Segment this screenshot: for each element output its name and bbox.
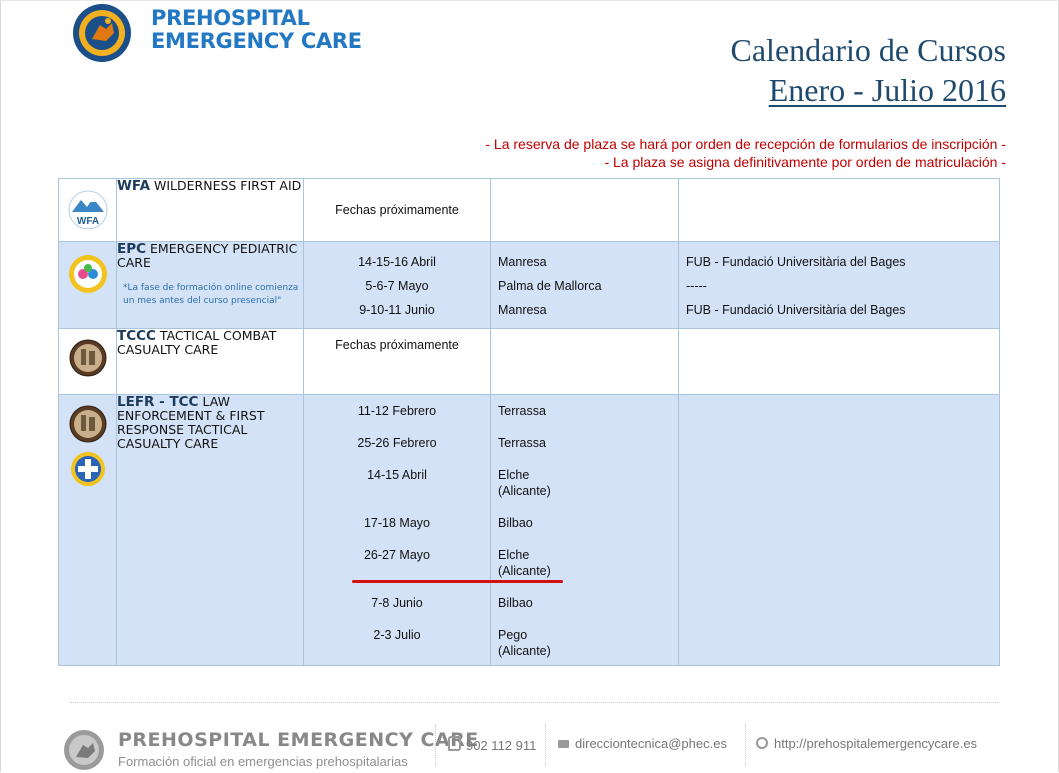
- table-row-tccc: [59, 329, 1000, 395]
- lefr-places: [491, 395, 679, 666]
- globe-icon: [756, 737, 768, 749]
- phone-icon: [448, 736, 461, 751]
- epc-name: EMERGENCY PEDIATRIC CARE: [117, 241, 298, 270]
- lefr-logo-cell: [59, 395, 117, 666]
- lefr-date-7: 2-3 Julio: [373, 628, 421, 642]
- table-row-lefr: [59, 395, 1000, 666]
- assignment-note: - La plaza se asigna definitivamente por orden de matriculación -: [604, 154, 1006, 170]
- lefr-place-5b: (Alicante): [498, 564, 551, 578]
- epc-logo-cell: [59, 242, 117, 329]
- footer-brand: PREHOSPITAL EMERGENCY CARE: [118, 729, 479, 751]
- tccc-places: [491, 329, 679, 395]
- brand-name: [151, 7, 362, 53]
- epc-place-3: Manresa: [498, 303, 547, 317]
- tccc-date: Fechas próximamente: [335, 338, 459, 352]
- red-underline-annotation: [352, 580, 563, 583]
- brand-line-1: PREHOSPITAL: [151, 6, 310, 30]
- footer-divider: [70, 702, 1000, 703]
- reservation-note: - La reserva de plaza se hará por orden de recepción de formularios de inscripción -: [485, 136, 1006, 152]
- page-title: Calendario de Cursos: [730, 32, 1006, 68]
- footer-email[interactable]: [558, 736, 727, 751]
- epc-place-1: Manresa: [498, 255, 547, 269]
- wfa-code: WFA: [117, 178, 151, 194]
- lefr-place-1: Terrassa: [498, 404, 546, 418]
- epc-place-2: Palma de Mallorca: [498, 279, 602, 293]
- lefr-date-5: 26-27 Mayo: [363, 548, 430, 562]
- tccc-logo-cell: [59, 329, 117, 395]
- tccc-logo-icon: [69, 339, 107, 377]
- lefr-place-7b: (Alicante): [498, 644, 551, 658]
- lefr-date-1: 11-12 Febrero: [357, 404, 437, 418]
- epc-org-1: FUB - Fundació Universitària del Bages: [686, 255, 906, 269]
- footer-phone-text: 902 112 911: [466, 738, 537, 753]
- lefr-dates: [304, 395, 491, 666]
- lefr-place-7: Pego: [498, 628, 528, 642]
- table-row-wfa: [59, 179, 1000, 242]
- tccc-code: TCCC: [117, 328, 156, 344]
- epc-date-2: 5-6-7 Mayo: [365, 279, 429, 293]
- lefr-place-2: Terrassa: [498, 436, 546, 450]
- footer-phone: [448, 736, 536, 753]
- footer-subtitle: Formación oficial en emergencias prehospitalarias: [118, 754, 408, 769]
- wfa-course-name: [117, 179, 304, 242]
- footer-email-text[interactable]: direcciontecnica@phec.es: [575, 736, 727, 751]
- page-subtitle: Enero - Julio 2016: [768, 72, 1006, 108]
- footer-web[interactable]: [756, 736, 977, 751]
- phec-logo: [70, 3, 134, 63]
- epc-org-3: FUB - Fundació Universitària del Bages: [686, 303, 906, 317]
- wfa-name: WILDERNESS FIRST AID: [154, 178, 302, 193]
- brand-line-2: EMERGENCY CARE: [151, 29, 362, 53]
- wfa-logo-cell: [59, 179, 117, 242]
- lefr-date-2: 25-26 Febrero: [357, 436, 437, 450]
- wfa-places: [491, 179, 679, 242]
- tccc-name: TACTICAL COMBAT CASUALTY CARE: [117, 328, 277, 357]
- lefr-place-6: Bilbao: [498, 596, 533, 610]
- lefr-date-4: 17-18 Mayo: [363, 516, 430, 530]
- epc-online-note: *La fase de formación online comienza un mes antes del curso presencial": [123, 283, 299, 306]
- lefr-ems-logo-icon: [70, 451, 106, 487]
- tccc-dates: [304, 329, 491, 395]
- footer-web-text[interactable]: http://prehospitalemergencycare.es: [774, 736, 978, 751]
- lefr-date-6: 7-8 Junio: [371, 596, 423, 610]
- wfa-badge-text: WFA: [76, 216, 99, 227]
- epc-orgs: [679, 242, 1000, 329]
- epc-course-name: [117, 242, 304, 329]
- table-row-epc: [59, 242, 1000, 329]
- epc-dates: [304, 242, 491, 329]
- footer-separator: [745, 724, 746, 766]
- footer-separator: [435, 724, 436, 766]
- lefr-name: LAW ENFORCEMENT & FIRST RESPONSE TACTICAL CASUALTY CARE: [117, 394, 265, 451]
- epc-code: EPC: [117, 241, 147, 257]
- lefr-date-3: 14-15 Abril: [367, 468, 427, 482]
- lefr-place-3: Elche: [498, 468, 530, 482]
- lefr-course-name: [117, 395, 304, 666]
- lefr-tactical-logo-icon: [69, 405, 107, 443]
- lefr-place-4: Bilbao: [498, 516, 533, 530]
- tccc-course-name: [117, 329, 304, 395]
- wfa-logo-icon: [68, 190, 108, 230]
- wfa-date: Fechas próximamente: [335, 203, 459, 217]
- wfa-orgs: [679, 179, 1000, 242]
- epc-date-3: 9-10-11 Junio: [359, 303, 435, 317]
- epc-logo-icon: [68, 254, 108, 294]
- footer-logo-icon: [63, 729, 105, 771]
- epc-places: [491, 242, 679, 329]
- lefr-place-5: Elche: [498, 548, 530, 562]
- email-icon: [558, 740, 569, 748]
- lefr-place-3b: (Alicante): [498, 484, 551, 498]
- lefr-orgs: [679, 395, 1000, 666]
- tccc-orgs: [679, 329, 1000, 395]
- epc-date-1: 14-15-16 Abril: [358, 255, 436, 269]
- lefr-code: LEFR - TCC: [117, 394, 199, 410]
- wfa-dates: [304, 179, 491, 242]
- course-calendar-table: [58, 178, 1000, 666]
- epc-org-2: -----: [686, 279, 707, 293]
- footer-separator: [545, 724, 546, 766]
